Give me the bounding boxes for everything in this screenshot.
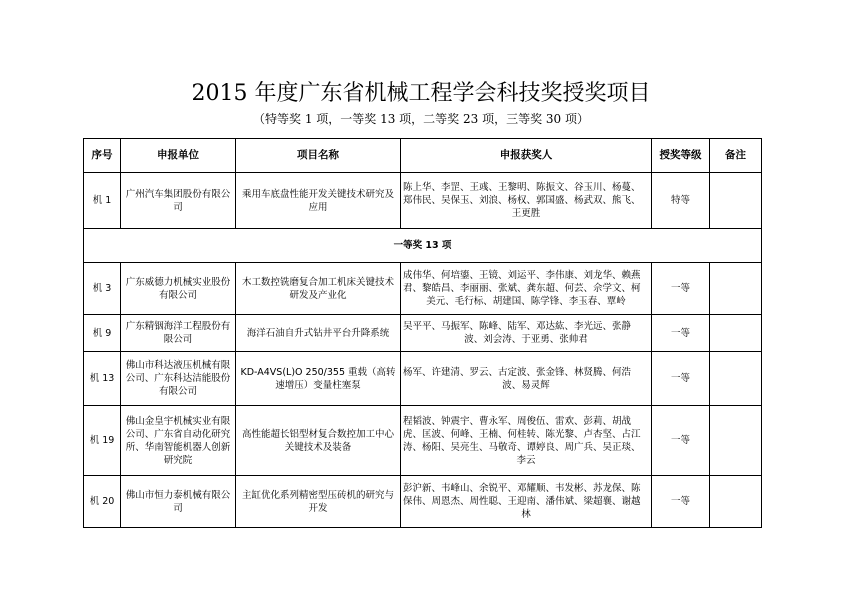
cell-id: 机 19	[84, 406, 121, 476]
section-row	[84, 229, 762, 263]
cell-awardees: 成伟华、何培鎏、王镜、刘运平、李伟康、刘龙华、赖燕君、黎皓昌、李丽丽、张斌、龚东超、何芸、佘学文、柯美元、毛行标、胡建国、陈学锋、李玉春、覃岭	[401, 263, 652, 315]
cell-awardees: 吴平平、马振军、陈峰、陆军、邓达紘、李光远、张静波、刘会涛、于亚勇、张帅君	[401, 315, 652, 352]
cell-id: 机 3	[84, 263, 121, 315]
table-header-row	[84, 139, 762, 173]
cell-level: 一等	[652, 476, 710, 528]
header-cell-project: 项目名称	[236, 139, 401, 173]
table-row	[84, 476, 762, 528]
cell-id: 机 1	[84, 173, 121, 229]
cell-remark	[710, 263, 762, 315]
cell-awardees: 陈上华、李罡、王彧、王黎明、陈振文、谷玉川、杨蔓、郑伟民、吴保玉、刘浪、杨权、郭国盛、杨武双、熊飞、王更胜	[401, 173, 652, 229]
table-row	[84, 263, 762, 315]
cell-project: 主缸优化系列精密型压砖机的研究与开发	[236, 476, 401, 528]
document-subtitle: （特等奖 1 项，一等奖 13 项，二等奖 23 项，三等奖 30 项）	[253, 112, 589, 126]
cell-unit: 佛山市恒力泰机械有限公司	[121, 476, 236, 528]
cell-project: 乘用车底盘性能开发关键技术研究及应用	[236, 173, 401, 229]
cell-unit: 广州汽车集团股份有限公司	[121, 173, 236, 229]
table-row	[84, 173, 762, 229]
cell-id: 机 13	[84, 352, 121, 406]
cell-awardees: 彭沪新、韦峰山、余锐平、邓耀顺、韦发彬、苏龙保、陈保伟、周恩杰、周性聪、王迎南、潘伟斌、梁超襄、谢越林	[401, 476, 652, 528]
cell-remark	[710, 352, 762, 406]
cell-level: 一等	[652, 263, 710, 315]
cell-level: 一等	[652, 406, 710, 476]
cell-id: 机 9	[84, 315, 121, 352]
header-cell-unit: 申报单位	[121, 139, 236, 173]
table-row	[84, 352, 762, 406]
header-cell-remark: 备注	[710, 139, 762, 173]
table-row	[84, 406, 762, 476]
cell-level: 一等	[652, 352, 710, 406]
cell-level: 一等	[652, 315, 710, 352]
cell-unit: 广东精铟海洋工程股份有限公司	[121, 315, 236, 352]
cell-project: 高性能超长铝型材复合数控加工中心关键技术及装备	[236, 406, 401, 476]
cell-remark	[710, 315, 762, 352]
cell-project: 海洋石油自升式钻井平台升降系统	[236, 315, 401, 352]
cell-project: 木工数控铣磨复合加工机床关键技术研发及产业化	[236, 263, 401, 315]
table-row	[84, 315, 762, 352]
header-cell-id: 序号	[84, 139, 121, 173]
cell-unit: 广东威德力机械实业股份有限公司	[121, 263, 236, 315]
cell-unit: 佛山金皇宇机械实业有限公司、广东省自动化研究所、华南智能机器人创新研究院	[121, 406, 236, 476]
document-title: 2015 年度广东省机械工程学会科技奖授奖项目	[191, 81, 651, 106]
header-cell-level: 授奖等级	[652, 139, 710, 173]
cell-project: KD-A4VS(L)O 250/355 重载（高转速增压）变量柱塞泵	[236, 352, 401, 406]
cell-id: 机 20	[84, 476, 121, 528]
cell-level: 特等	[652, 173, 710, 229]
cell-awardees: 程韬波、钟震宇、曹永军、周俊伍、雷欢、彭莉、胡战虎、匡波、何峰、王楠、何桂转、陈光黎、卢杏坚、占江涛、杨阳、吴亮生、马敬奇、谭婷良、周广兵、吴正琰、李云	[401, 406, 652, 476]
cell-unit: 佛山市科达液压机械有限公司、广东科达洁能股份有限公司	[121, 352, 236, 406]
cell-remark	[710, 173, 762, 229]
cell-remark	[710, 476, 762, 528]
cell-remark	[710, 406, 762, 476]
awards-table	[83, 138, 762, 528]
cell-awardees: 杨军、许建清、罗云、古定波、张金锋、林贤腾、何浩波、易灵辉	[401, 352, 652, 406]
section-label: 一等奖 13 项	[84, 229, 762, 263]
header-cell-awardees: 申报获奖人	[401, 139, 652, 173]
